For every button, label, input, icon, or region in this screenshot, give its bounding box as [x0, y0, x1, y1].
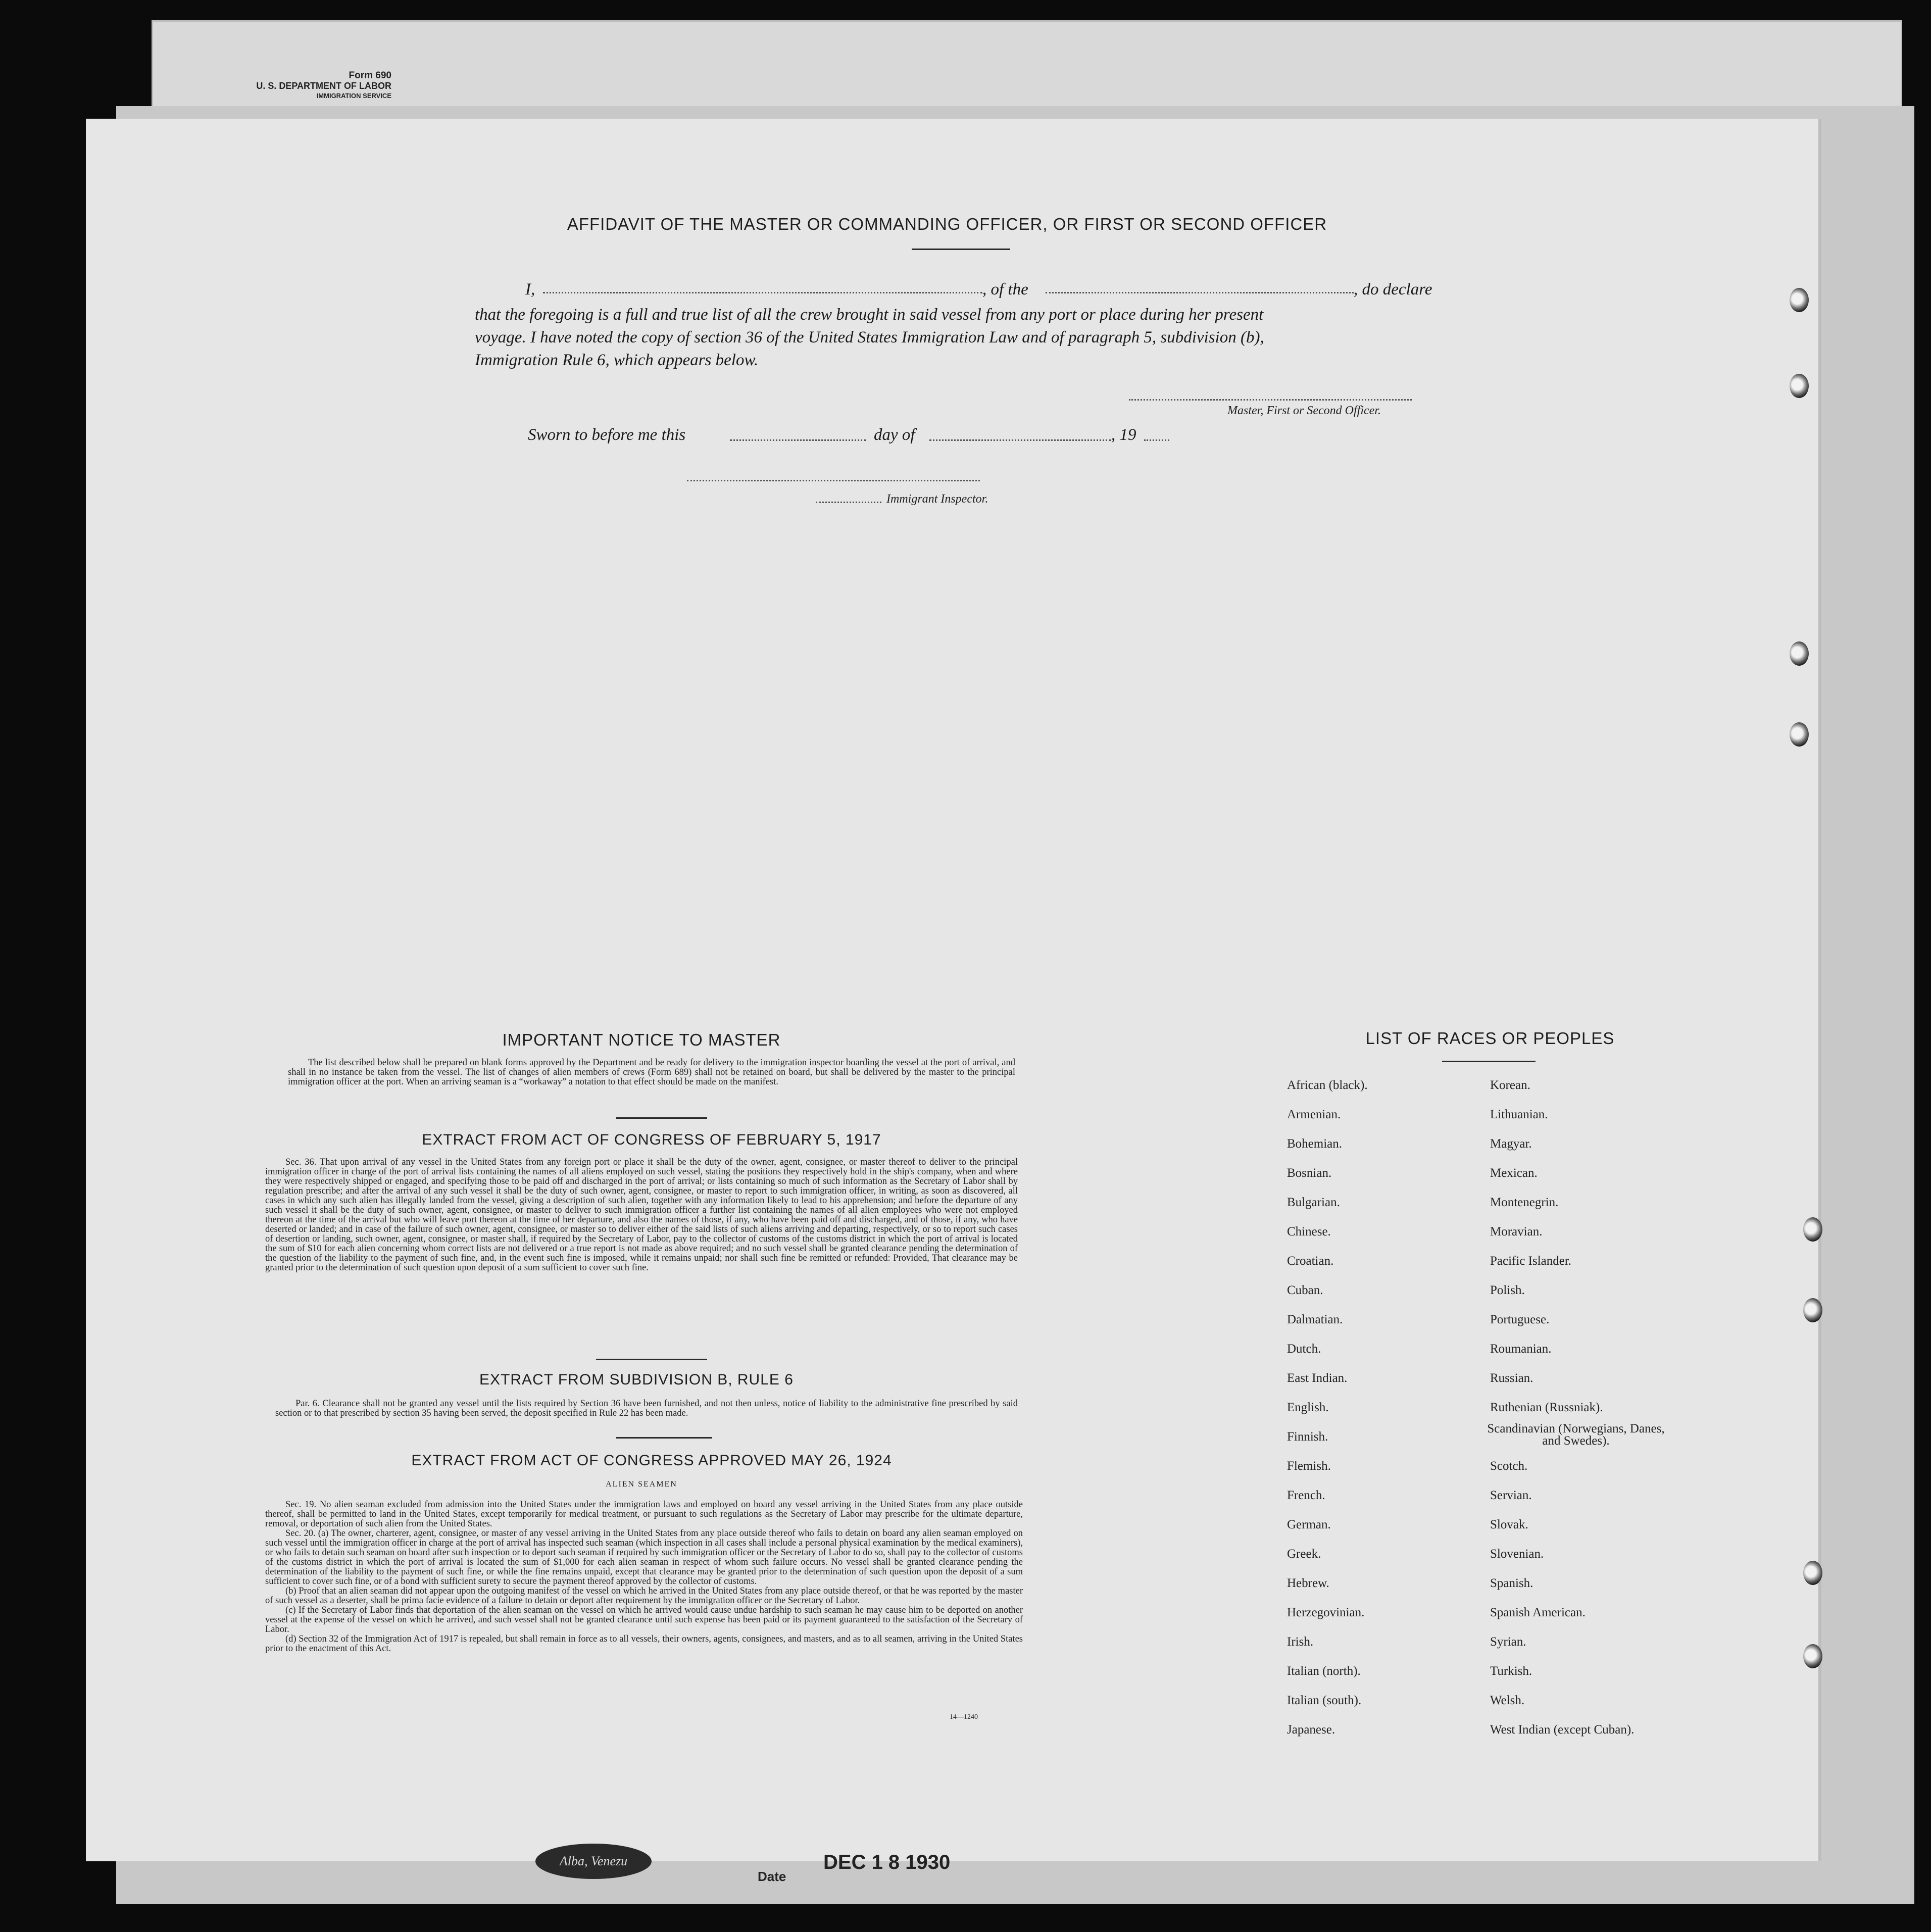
race-item: Bulgarian. — [1287, 1196, 1340, 1209]
act-1917-rule — [596, 1359, 707, 1360]
affidavit-declare-label: , do declare — [1354, 280, 1432, 299]
race-item: West Indian (except Cuban). — [1490, 1723, 1635, 1737]
notice-rule — [616, 1117, 707, 1119]
race-item: French. — [1287, 1489, 1325, 1502]
notice-text — [288, 1058, 1015, 1087]
form-print-code: 14—1240 — [950, 1713, 978, 1721]
stamp-date: DEC 1 8 1930 — [823, 1851, 951, 1873]
binder-hole — [1803, 1644, 1822, 1668]
races-title: LIST OF RACES OR PEOPLES — [1365, 1029, 1615, 1048]
rule-6-rule — [616, 1437, 712, 1439]
race-item: East Indian. — [1287, 1371, 1348, 1385]
act-1917-text — [265, 1158, 1018, 1273]
race-item: Montenegrin. — [1490, 1196, 1559, 1209]
department-name: U. S. DEPARTMENT OF LABOR — [256, 81, 391, 91]
notice-title: IMPORTANT NOTICE TO MASTER — [502, 1030, 781, 1049]
race-item: Spanish. — [1490, 1576, 1533, 1590]
binder-hole — [1803, 1298, 1822, 1322]
binder-hole — [1790, 722, 1809, 747]
race-item: Polish. — [1490, 1283, 1525, 1297]
sec-20b-paragraph: (b) Proof that an alien seaman did not appear upon the outgoing manifest of the vessel on which he arrived in the United States from any place outside thereof, or that he was reported by the master of such vessel as a deserter, shall be prima facie evidence of a failure to detain or deport after requirement by the immigration officer or the Secretary of Labor. — [265, 1586, 1023, 1606]
race-item: Spanish American. — [1490, 1606, 1586, 1619]
races-rule — [1442, 1061, 1536, 1062]
port-stamp-badge: Alba, Venezu — [535, 1844, 652, 1879]
name-blank[interactable] — [543, 292, 982, 293]
race-item: Cuban. — [1287, 1283, 1323, 1297]
inspector-lead-dots — [816, 502, 881, 503]
race-item: German. — [1287, 1518, 1331, 1531]
race-item: Welsh. — [1490, 1694, 1525, 1707]
race-item: Servian. — [1490, 1489, 1532, 1502]
sec-20d-paragraph: (d) Section 32 of the Immigration Act of 1917 is repealed, but shall remain in force as to all vessels, their owners, agents, consignees, and masters, and as to all seamen, arriving in the United States prior to the enactment of this Act. — [265, 1634, 1023, 1654]
race-item: Chinese. — [1287, 1225, 1331, 1239]
race-item: English. — [1287, 1401, 1329, 1414]
race-item: Turkish. — [1490, 1664, 1532, 1678]
act-1924-title: EXTRACT FROM ACT OF CONGRESS APPROVED MAY 26, 1924 — [411, 1452, 892, 1469]
inspector-signature-blank[interactable] — [687, 480, 980, 481]
stamp-date-label: Date — [758, 1869, 786, 1884]
act-1924-text — [265, 1500, 1023, 1654]
affidavit-line-2: that the foregoing is a full and true list of all the crew brought in said vessel from any port or place during her present — [475, 306, 1264, 324]
service-name: IMMIGRATION SERVICE — [316, 92, 391, 100]
sworn-year-blank[interactable] — [1144, 439, 1169, 441]
race-item: Herzegovinian. — [1287, 1606, 1365, 1619]
race-item: Irish. — [1287, 1635, 1314, 1649]
race-item: Flemish. — [1287, 1459, 1331, 1473]
race-item: Mexican. — [1490, 1166, 1538, 1180]
race-item: Croatian. — [1287, 1254, 1334, 1268]
race-item: Armenian. — [1287, 1108, 1341, 1121]
title-rule — [912, 249, 1010, 250]
race-item: Pacific Islander. — [1490, 1254, 1572, 1268]
par-6-paragraph: Par. 6. Clearance shall not be granted any vessel until the lists required by Section 36 have been furnished, and not then unless, notice of liability to the administrative fine prescribed by said section or to that prescribed by section 35 having been served, the deposit specified in Rule 22 has been made. — [275, 1399, 1018, 1418]
affidavit-line-3: voyage. I have noted the copy of section 36 of the United States Immigration Law and of paragraph 5, subdivision (b), — [475, 328, 1264, 346]
binder-hole — [1790, 641, 1809, 666]
race-item: Russian. — [1490, 1371, 1533, 1385]
notice-paragraph: The list described below shall be prepared on blank forms approved by the Department and be ready for delivery to the immigration inspector boarding the vessel at the port of arrival, and shall in no instance be taken from the vessel. The list of changes of alien members of crews (Form 689) shall not be retained on board, but shall be delivered by the master to the principal immigration officer at the port. When an arriving seaman is a “workaway” a notation to that effect should be made on the manifest. — [288, 1058, 1015, 1087]
day-of-label: day of — [874, 426, 915, 444]
sworn-day-blank[interactable] — [730, 439, 866, 441]
race-item: Magyar. — [1490, 1137, 1532, 1151]
rule-6-text — [275, 1399, 1018, 1418]
race-item: Lithuanian. — [1490, 1108, 1548, 1121]
race-item: Slovenian. — [1490, 1547, 1544, 1561]
race-item: Greek. — [1287, 1547, 1321, 1561]
race-item: Roumanian. — [1490, 1342, 1552, 1356]
year-prefix: , 19 — [1111, 426, 1136, 444]
race-item: Scandinavian (Norwegians, Danes, and Swedes). — [1487, 1422, 1665, 1448]
vessel-blank[interactable] — [1046, 292, 1354, 293]
race-item: African (black). — [1287, 1078, 1368, 1092]
affidavit-i-label: I, — [525, 280, 535, 299]
race-item: Finnish. — [1287, 1430, 1328, 1444]
sworn-label: Sworn to before me this — [528, 426, 686, 444]
race-item: Syrian. — [1490, 1635, 1526, 1649]
race-item: Dalmatian. — [1287, 1313, 1343, 1326]
binder-hole — [1803, 1561, 1822, 1585]
form-number: Form 690 — [349, 70, 391, 81]
race-item: Moravian. — [1490, 1225, 1543, 1239]
master-signature-blank[interactable] — [1129, 399, 1412, 401]
affidavit-title: AFFIDAVIT OF THE MASTER OR COMMANDING OFFICER, OR FIRST OR SECOND OFFICER — [567, 215, 1327, 233]
affidavit-line-4: Immigration Rule 6, which appears below. — [475, 351, 759, 369]
alien-seamen-subtitle: ALIEN SEAMEN — [606, 1480, 677, 1489]
race-item: Scotch. — [1490, 1459, 1528, 1473]
master-signature-caption: Master, First or Second Officer. — [1227, 404, 1381, 417]
binder-hole — [1790, 288, 1809, 312]
inspector-caption: Immigrant Inspector. — [886, 492, 988, 506]
race-item: Slovak. — [1490, 1518, 1528, 1531]
affidavit-of-the-label: , of the — [982, 280, 1028, 299]
rule-6-title: EXTRACT FROM SUBDIVISION B, RULE 6 — [479, 1371, 794, 1388]
race-item: Italian (north). — [1287, 1664, 1361, 1678]
race-item: Korean. — [1490, 1078, 1530, 1092]
race-item: Bosnian. — [1287, 1166, 1332, 1180]
sec-20a-paragraph: Sec. 20. (a) The owner, charterer, agent, consignee, or master of any vessel arriving in the United States from any place outside thereof who fails to detain on board any alien seaman employed on such vessel until the immigration officer in charge at the port of arrival has inspected such seaman (which inspection in all cases shall include a personal physical examination by the medical examiners), or who fails to detain such seaman on board after such inspection or to deport such seaman if required by such immigration officer or the Secretary of Labor to do so, shall pay to the collector of customs of the customs district in which the port of arrival is located the sum of $1,000 for each alien seaman in respect of whom such failure occurs. No vessel shall be granted clearance pending the determination of the liability to the payment of such fine, or while the fine remains unpaid, except that clearance may be granted prior to the determination of such question upon the deposit of a sum sufficient to cover such fine, or of a bond with sufficient surety to secure the payment thereof approved by the collector of customs. — [265, 1528, 1023, 1587]
race-item: Bohemian. — [1287, 1137, 1343, 1151]
sec-19-paragraph: Sec. 19. No alien seaman excluded from admission into the United States under the immigration laws and employed on board any vessel arriving in the United States from any place outside thereof, shall be permitted to land in the United States, except temporarily for medical treatment, or pursuant to such regulations as the Secretary of Labor may prescribe for the ultimate departure, removal, or deportation of such alien from the United States. — [265, 1500, 1023, 1529]
binder-hole — [1803, 1217, 1822, 1242]
sworn-month-blank[interactable] — [929, 439, 1111, 441]
race-item: Dutch. — [1287, 1342, 1321, 1356]
sec-36-paragraph: Sec. 36. That upon arrival of any vessel in the United States from any foreign port or place it shall be the duty of the owner, agent, consignee, or master thereof to deliver to the principal immigration officer in charge of the port of arrival lists containing the names of all aliens employed on such vessel, stating the positions they respectively hold in the ship's company, when and where they were respectively shipped or engaged, and specifying those to be paid off and discharged in the port of arrival; or lists containing so much of such information as the Secretary of Labor shall by regulation prescribe; and after the arrival of any such vessel it shall be the duty of such owner, agent, consignee, or master to report to such immigration officer, in writing, as soon as discovered, all cases in which any such alien has illegally landed from the vessel, giving a description of such alien, together with any information likely to lead to his apprehension; and before the departure of any such vessel it shall be the duty of such owner, agent, consignee, or master to deliver to such immigration officer a further list containing the names of all alien employees who were not employed thereon at the time of the arrival but who will leave port thereon at the time of her departure, and also the names of those, if any, who have been paid off and discharged, and of those, if any, who have deserted or landed; and in case of the failure of such owner, agent, consignee, or master so to deliver either of the said lists of such aliens arriving and departing, respectively, or so to report such cases of desertion or landing, such owner, agent, consignee, or master shall, if required by the Secretary of Labor, pay to the collector of customs of the customs district in which the port of arrival is located the sum of $10 for each alien concerning whom correct lists are not delivered or a true report is not made as above required; and no such vessel shall be granted clearance pending the determination of the question of the liability to the payment of such fine, and, in the event such fine is imposed, while it remains unpaid; nor shall such fine be remitted or refunded: Provided, That clearance may be granted prior to the determination of such question upon deposit of a sum sufficient to cover such fine. — [265, 1157, 1018, 1273]
race-item: Portuguese. — [1490, 1313, 1550, 1326]
act-1917-title: EXTRACT FROM ACT OF CONGRESS OF FEBRUARY 5, 1917 — [422, 1131, 881, 1148]
sec-20c-paragraph: (c) If the Secretary of Labor finds that deportation of the alien seaman on the vessel on which he arrived would cause undue hardship to such seaman he may cause him to be deported on another vessel at the expense of the vessel on which he arrived, and such vessel shall not be granted clearance until such expense has been paid or its payment guaranteed to the satisfaction of the Secretary of Labor. — [265, 1605, 1023, 1634]
form-identifier — [194, 71, 391, 101]
race-item: Japanese. — [1287, 1723, 1335, 1737]
race-item: Italian (south). — [1287, 1694, 1362, 1707]
race-item: Ruthenian (Russniak). — [1490, 1401, 1603, 1414]
race-item: Hebrew. — [1287, 1576, 1329, 1590]
binder-hole — [1790, 374, 1809, 398]
